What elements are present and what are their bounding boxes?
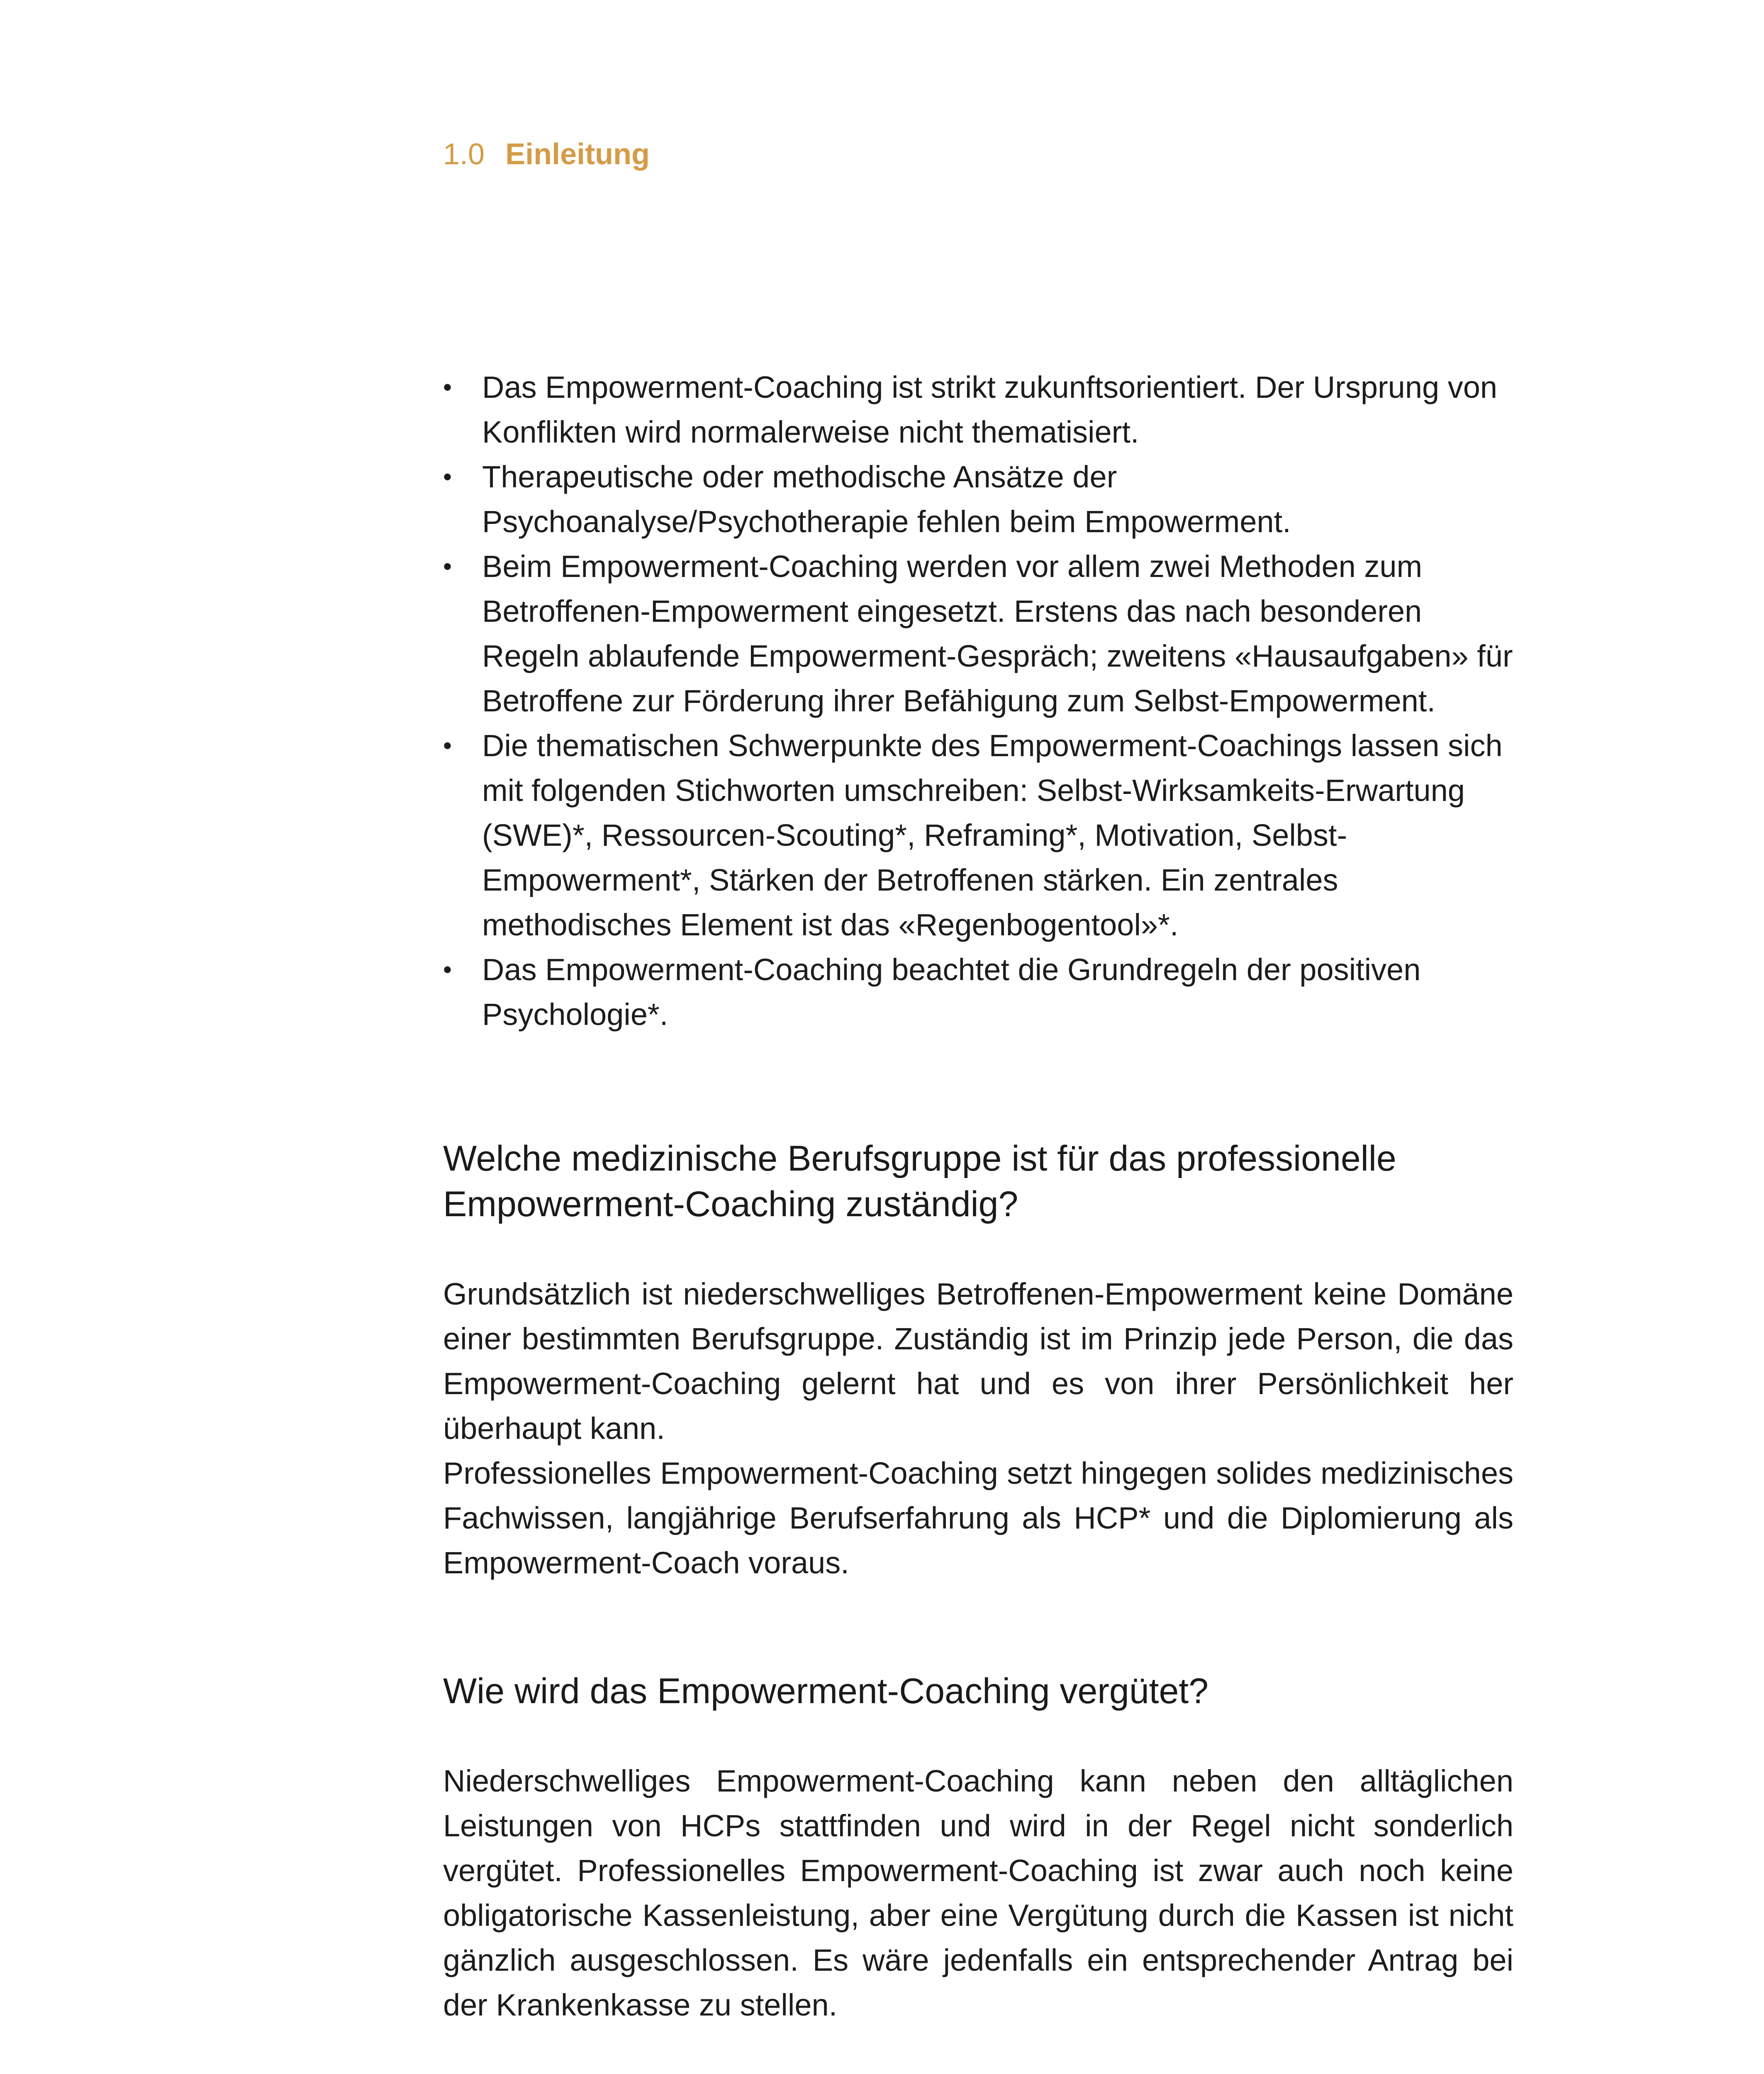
bullet-icon: • — [443, 373, 452, 401]
list-item-text: Das Empowerment-Coaching ist strikt zukunftsorientiert. Der Ursprung von Konflikten wird normalerweise nicht thematisiert. — [482, 370, 1498, 449]
list-item — [443, 365, 1513, 455]
section-heading-compensation: Wie wird das Empowerment-Coaching vergütet? — [443, 1671, 1209, 1711]
list-item — [443, 455, 1513, 544]
list-item-text: Therapeutische oder methodische Ansätze der Psychoanalyse/Psychotherapie fehlen beim Empowerment. — [482, 460, 1291, 539]
list-item — [443, 544, 1513, 723]
section-title: Einleitung — [505, 138, 650, 171]
list-item — [443, 723, 1513, 947]
list-item-text: Beim Empowerment-Coaching werden vor allem zwei Methoden zum Betroffenen-Empowerment eingesetzt. Erstens das nach besonderen Regeln ablaufende Empowerment-Gespräch; zweitens «Hausaufgaben» für Betroffene zur Förderung ihrer Befähigung zum Selbst-Empowerment. — [482, 549, 1513, 718]
paragraph: Niederschwelliges Empowerment-Coaching kann neben den alltäglichen Leistungen von HCPs stattfinden und wird in der Regel nicht sonderlich vergütet. Professionelles Empowerment-Coaching ist zwar auch noch keine obligatorische Kassenleistung, aber eine Vergütung durch die Kassen ist nicht gänzlich ausgeschlossen. Es wäre jedenfalls ein entsprechender Antrag bei der Krankenkasse zu stellen. — [443, 1764, 1513, 2022]
list-item — [443, 947, 1513, 1037]
bullet-icon: • — [443, 553, 452, 580]
section-heading-profession: Welche medizinische Berufsgruppe ist für das professionelle Empowerment-Coaching zuständig? — [443, 1139, 1396, 1224]
paragraph: Professionelles Empowerment-Coaching setzt hingegen solides medizinisches Fachwissen, langjährige Berufserfahrung als HCP* und die Diplomierung als Empowerment-Coach voraus. — [443, 1456, 1513, 1580]
section-header — [443, 139, 650, 169]
bullet-icon: • — [443, 463, 452, 491]
bullet-icon: • — [443, 956, 452, 983]
paragraph: Grundsätzlich ist niederschwelliges Betroffenen-Empowerment keine Domäne einer bestimmten Berufsgruppe. Zuständig ist im Prinzip jede Person, die das Empowerment-Coaching gelernt hat und es von ihrer Persönlichkeit her überhaupt kann. — [443, 1277, 1513, 1446]
bullet-list — [443, 365, 1513, 1037]
list-item-text: Das Empowerment-Coaching beachtet die Grundregeln der positiven Psychologie*. — [482, 952, 1421, 1032]
bullet-icon: • — [443, 732, 452, 759]
list-item-text: Die thematischen Schwerpunkte des Empowerment-Coachings lassen sich mit folgenden Stichworten umschreiben: Selbst-Wirksamkeits-Erwartung (SWE)*, Ressourcen-Scouting*, Reframing*, Motivation, Selbst-Empowerment*, Stärken der Betroffenen stärken. Ein zentrales methodisches Element ist das «Regenbogentool»*. — [482, 728, 1503, 942]
section-number: 1.0 — [443, 138, 485, 171]
main-content — [443, 365, 1513, 2028]
